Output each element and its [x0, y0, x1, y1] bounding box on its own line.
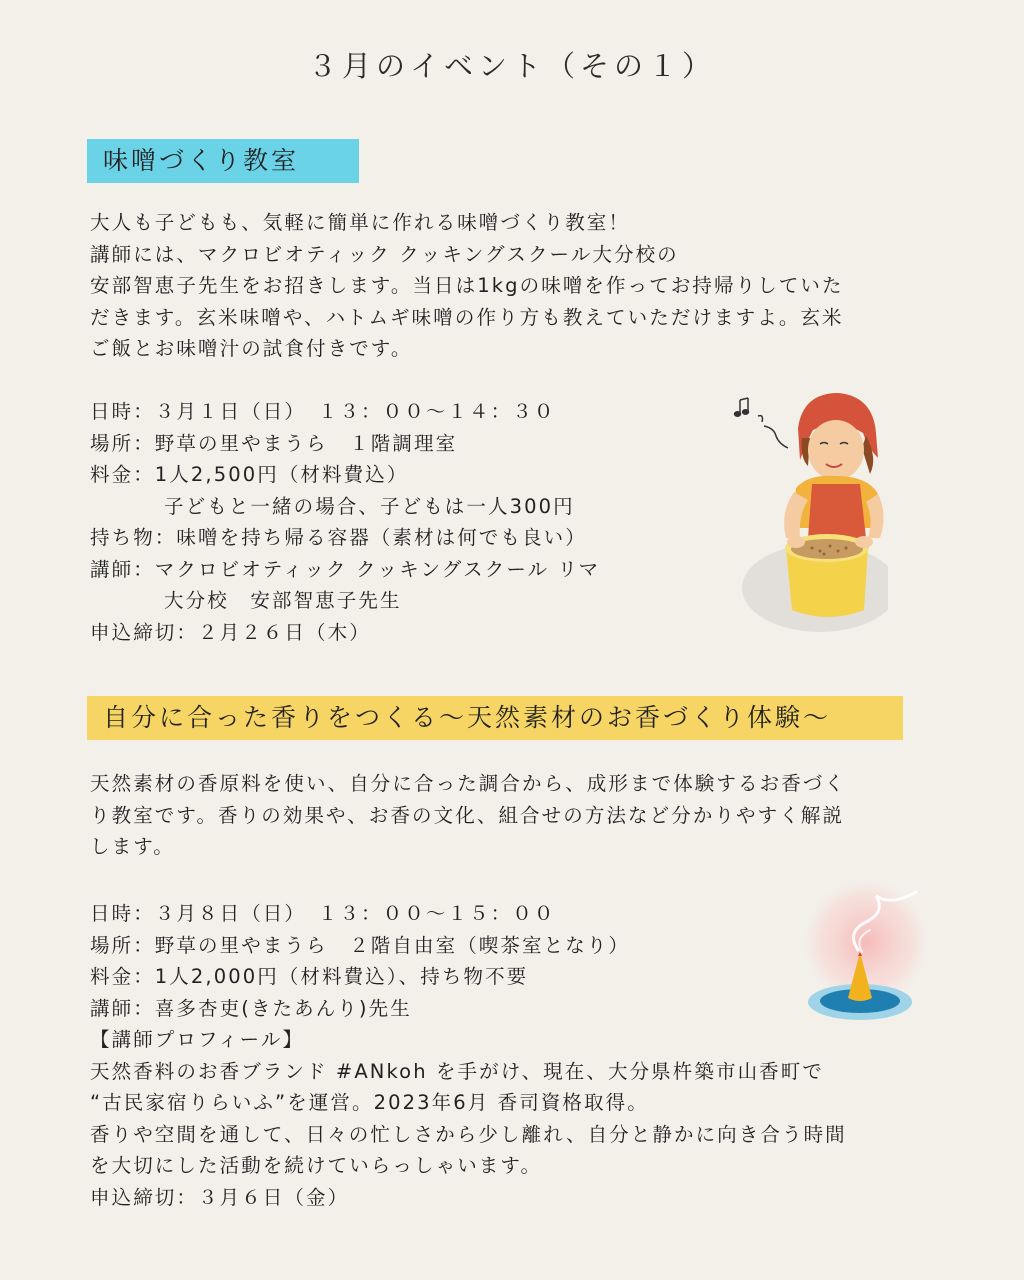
miso-making-illustration [728, 388, 888, 633]
incense-section-heading: 自分に合った香りをつくる～天然素材のお香づくり体験～ [87, 696, 903, 740]
miso-intro-line: 安部智恵子先生をお招きします。当日は1kgの味噌を作ってお持帰りしていた [90, 274, 844, 297]
incense-intro [90, 768, 985, 863]
miso-intro-line: ご飯とお味噌汁の試食付きです。 [90, 337, 413, 360]
incense-details [90, 898, 847, 1213]
music-note-icon [735, 398, 789, 448]
incense-profile-line: 天然香料のお香ブランド #ANkoh を手がけ、現在、大分県杵築市山香町で [90, 1059, 824, 1083]
incense-place: 場所：野草の里やまうら ２階自由室（喫茶室となり） [90, 933, 631, 957]
miso-date: 日時：３月１日（日） １３：００～１４：３０ [90, 400, 556, 423]
incense-fee: 料金：1人2,000円（材料費込）、持ち物不要 [90, 965, 529, 988]
incense-profile-line: 香りや空間を通して、日々の忙しさから少し離れ、自分と静かに向き合う時間 [90, 1122, 847, 1146]
incense-cone-illustration [796, 872, 946, 1032]
incense-date: 日時：３月８日（日） １３：００～１５：００ [90, 902, 556, 925]
incense-profile-line: “古民家宿りらいふ”を運営。2023年6月 香司資格取得。 [90, 1091, 649, 1114]
incense-teacher: 講師：喜多杏吏(きたあんり)先生 [90, 996, 412, 1020]
miso-intro [90, 207, 985, 365]
miso-details [90, 396, 600, 648]
miso-bring: 持ち物：味噌を持ち帰る容器（素材は何でも良い） [90, 526, 587, 549]
miso-place: 場所：野草の里やまうら １階調理室 [90, 431, 458, 455]
miso-teacher: 講師：マクロビオティック クッキングスクール リマ [90, 557, 601, 581]
miso-intro-line: 講師には、マクロビオティック クッキングスクール大分校の [90, 242, 679, 266]
miso-fee-child: 子どもと一緒の場合、子どもは一人300円 [164, 494, 575, 518]
incense-intro-line: 天然素材の香原料を使い、自分に合った調合から、成形まで体験するお香づく [90, 772, 847, 795]
incense-deadline: 申込締切：３月６日（金） [90, 1185, 350, 1209]
page-title: ３月のイベント（その１） [307, 49, 716, 83]
miso-teacher-cont: 大分校 安部智恵子先生 [164, 589, 402, 612]
miso-intro-line: だきます。玄米味噌や、ハトムギ味噌の作り方も教えていただけますよ。玄米 [90, 305, 844, 329]
miso-fee: 料金：1人2,500円（材料費込） [90, 463, 409, 486]
miso-deadline: 申込締切：２月２６日（木） [90, 620, 371, 644]
incense-intro-line: します。 [90, 835, 175, 858]
incense-profile-line: を大切にした活動を続けていらっしゃいます。 [90, 1154, 543, 1177]
miso-intro-line: 大人も子どもも、気軽に簡単に作れる味噌づくり教室！ [90, 211, 631, 234]
incense-intro-line: り教室です。香りの効果や、お香の文化、組合せの方法など分かりやすく解説 [90, 803, 845, 827]
incense-profile-heading: 【講師プロフィール】 [90, 1028, 305, 1051]
miso-section-heading: 味噌づくり教室 [87, 139, 359, 183]
